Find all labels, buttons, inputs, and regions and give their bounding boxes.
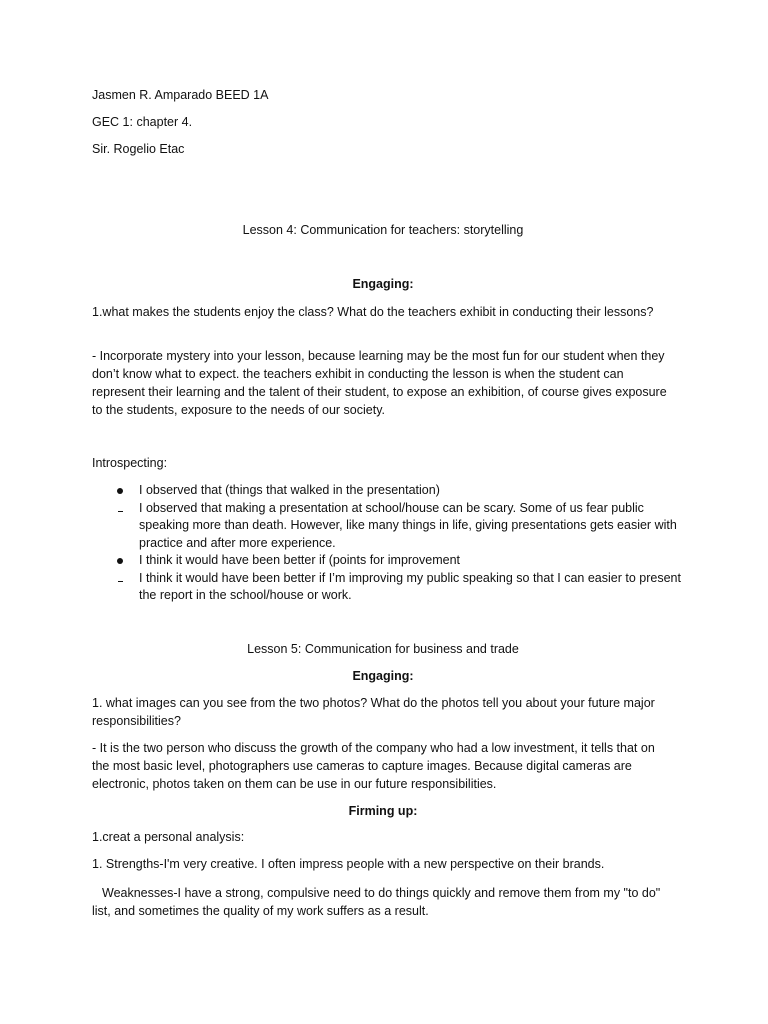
- instructor-line: Sir. Rogelio Etac: [92, 142, 185, 156]
- lesson4-answer: - Incorporate mystery into your lesson, because learning may be the most fun for our student when they don’t know what to expect. the teachers exhibit in conducting the lesson is when the student can represent their learning and the talent of their student, to expose an exhibition, of course gives exposure to the students, exposure to the needs of our society.: [92, 349, 667, 417]
- introspecting-list: [92, 482, 692, 605]
- list-item: [92, 570, 692, 605]
- firming-up-heading: Firming up:: [348, 804, 418, 818]
- dash-icon: [112, 570, 128, 588]
- dash-icon: [112, 500, 128, 518]
- lesson4-title: Lesson 4: Communication for teachers: storytelling: [242, 223, 524, 237]
- personal-analysis-task: 1.creat a personal analysis:: [92, 830, 245, 844]
- lesson5-engaging-heading: Engaging:: [352, 669, 414, 683]
- lesson5-answer: - It is the two person who discuss the growth of the company who had a low investment, it tells that on the most basic level, photographers use cameras to capture images. Because digital cameras are electronic, photos taken on them can be use in our future responsibilities.: [92, 741, 655, 791]
- list-item: [92, 500, 692, 553]
- lesson5-title: Lesson 5: Communication for business and trade: [247, 642, 519, 656]
- bullet-icon: [112, 482, 128, 500]
- list-item: [92, 482, 692, 500]
- weaknesses-text: Weaknesses-I have a strong, compulsive need to do things quickly and remove them from my "to do" list, and sometimes the quality of my work suffers as a result.: [92, 886, 661, 918]
- list-item-text: I observed that (things that walked in the presentation): [139, 483, 440, 497]
- list-item-text: I observed that making a presentation at school/house can be scary. Some of us fear public speaking more than death. However, like many things in life, giving presentations gets easier with practice and after more experience.: [139, 500, 677, 550]
- list-item-text: I think it would have been better if I’m improving my public speaking so that I can easier to present the report in the school/house or work.: [139, 570, 681, 602]
- student-name-line: Jasmen R. Amparado BEED 1A: [92, 88, 269, 102]
- list-item: [92, 552, 692, 570]
- bullet-icon: [112, 552, 128, 570]
- strengths-text: 1. Strengths-I'm very creative. I often impress people with a new perspective on their brands.: [92, 857, 605, 871]
- list-item-text: I think it would have been better if (points for improvement: [139, 553, 460, 567]
- lesson4-question: 1.what makes the students enjoy the class? What do the teachers exhibit in conducting their lessons?: [92, 305, 654, 319]
- lesson4-engaging-heading: Engaging:: [352, 277, 414, 291]
- introspecting-heading: Introspecting:: [92, 456, 168, 470]
- course-line: GEC 1: chapter 4.: [92, 115, 193, 129]
- lesson5-question: 1. what images can you see from the two photos? What do the photos tell you about your future major responsibilities?: [92, 696, 655, 728]
